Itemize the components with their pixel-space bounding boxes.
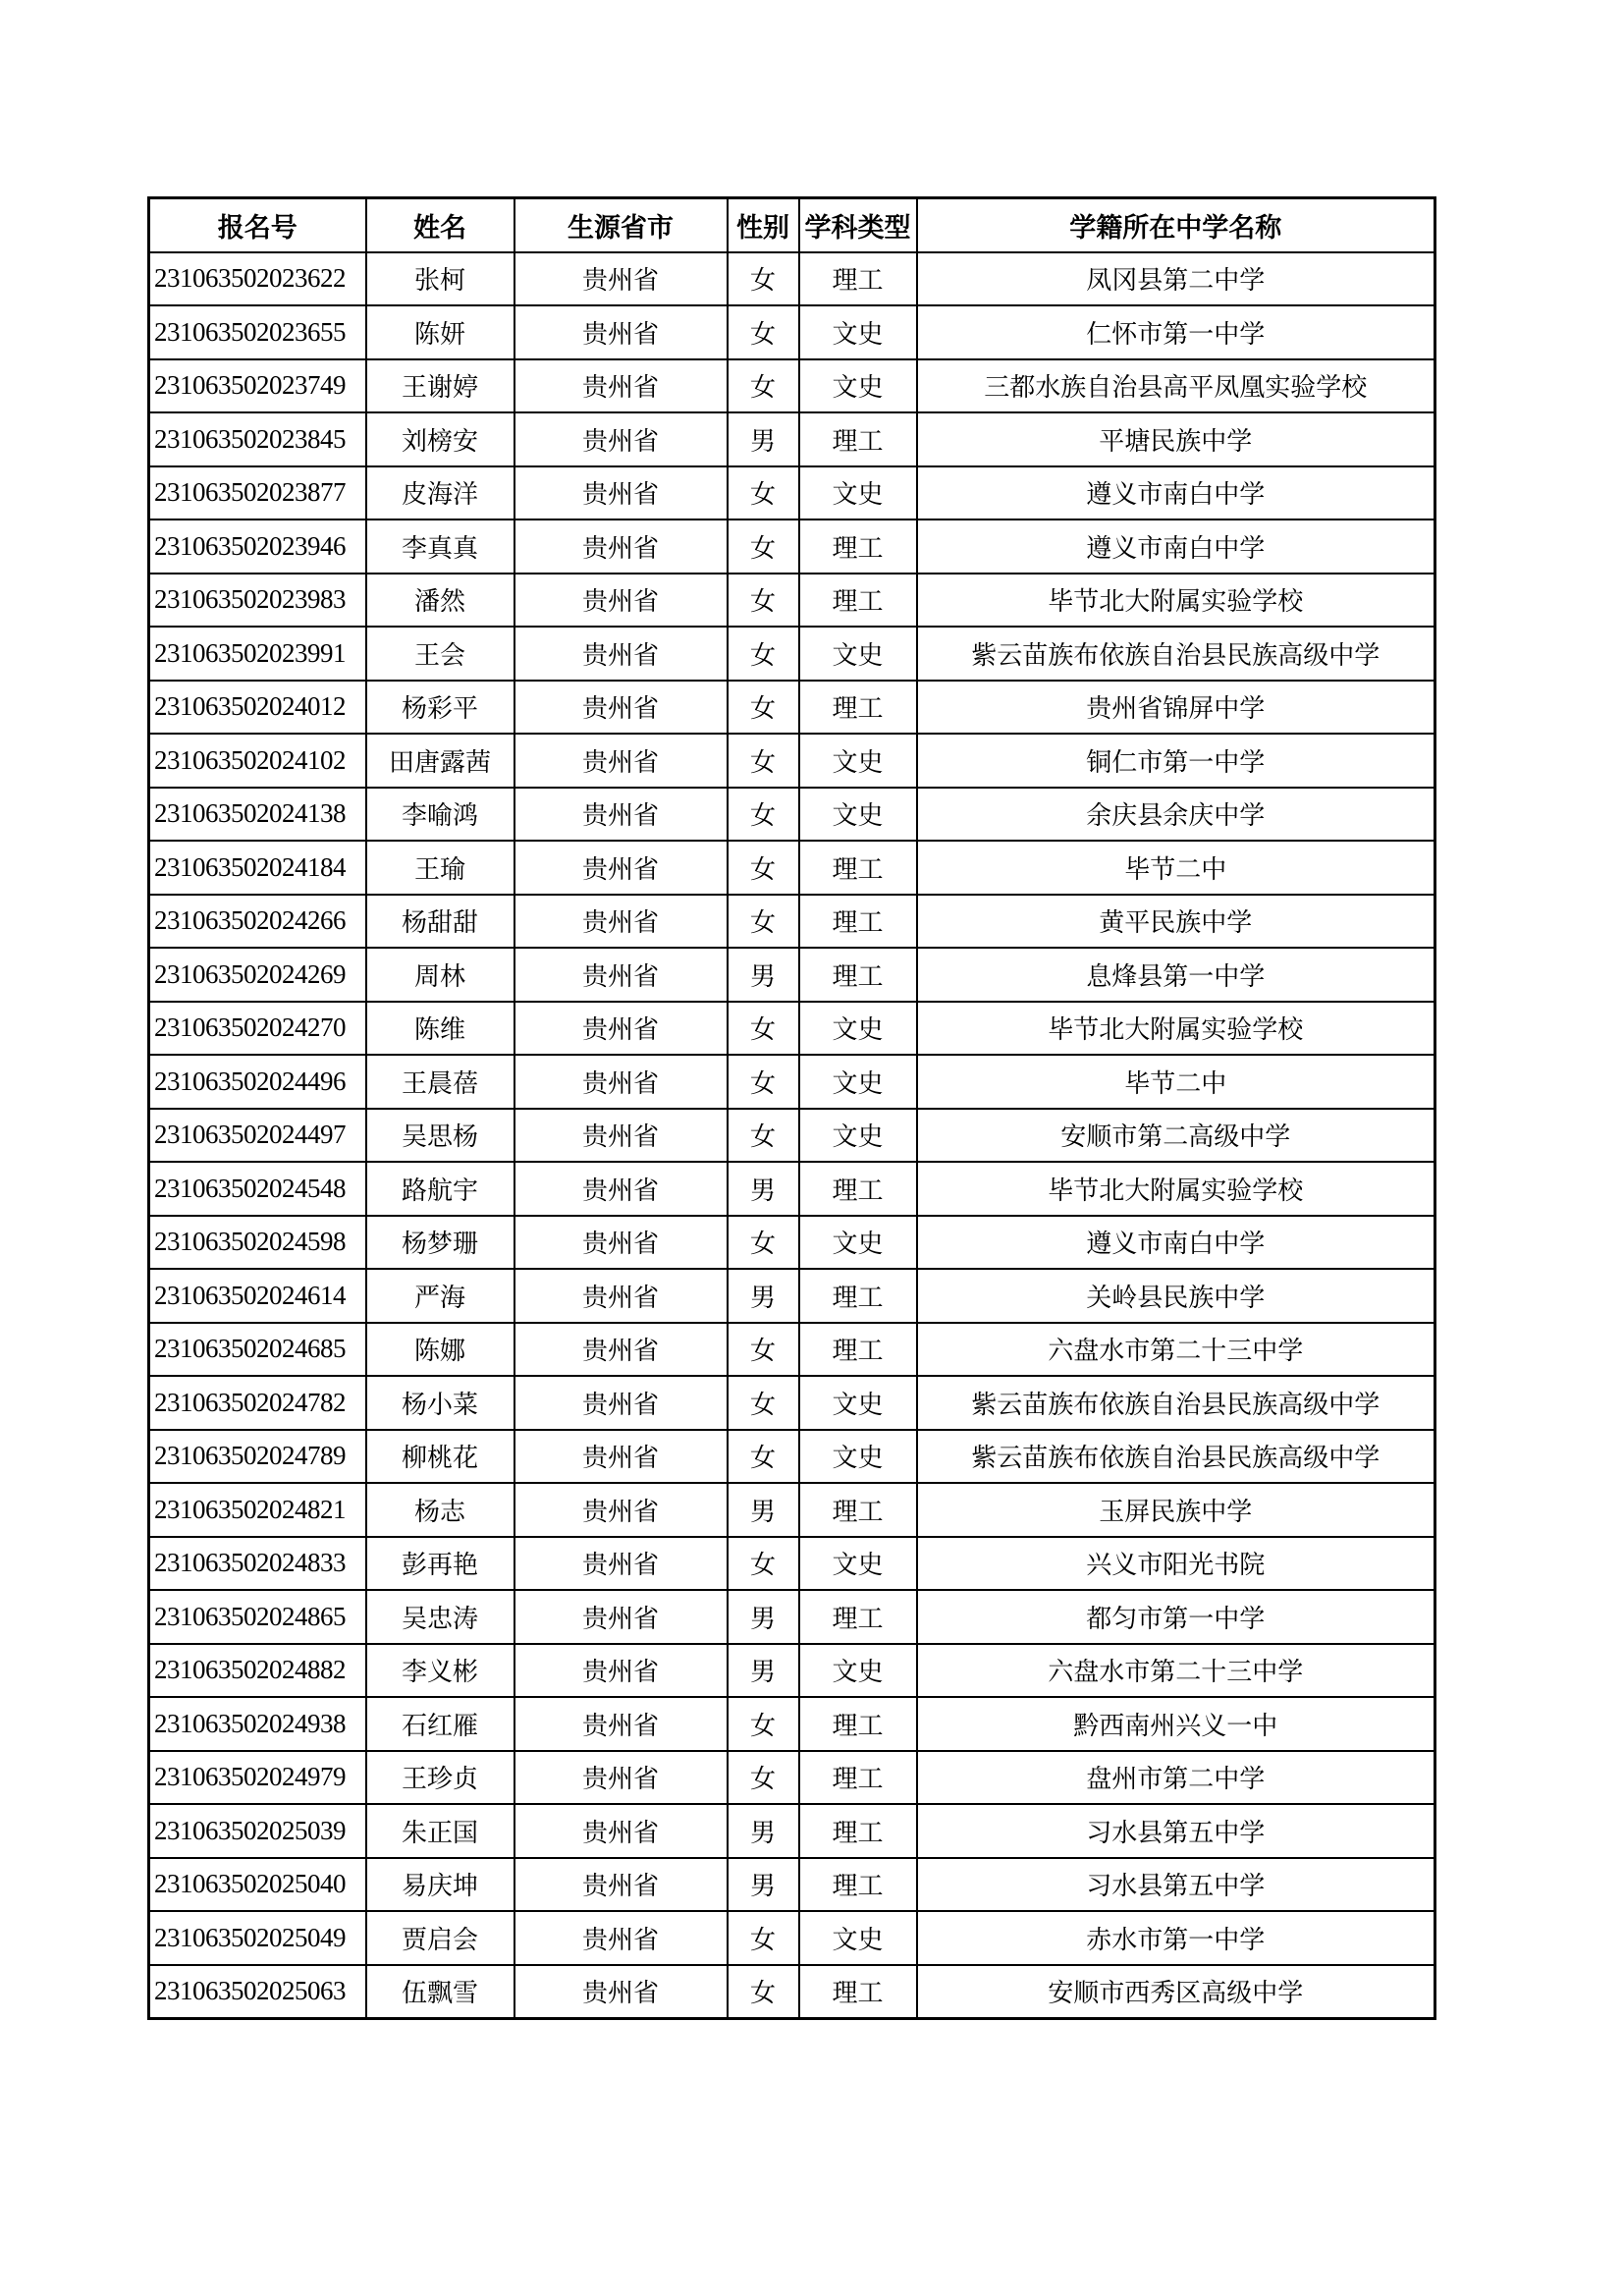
school-name-cell: 毕节北大附属实验学校 [917, 1002, 1435, 1056]
registration-number-cell: 231063502024497 [149, 1109, 366, 1163]
admission-roster-table [147, 196, 1436, 2020]
school-name-cell: 毕节二中 [917, 1055, 1435, 1109]
name-cell: 王瑜 [366, 841, 514, 895]
gender-cell: 女 [728, 1055, 799, 1109]
registration-number-cell: 231063502024266 [149, 895, 366, 949]
table-row [149, 1751, 1435, 1805]
origin-province-cell: 贵州省 [514, 1751, 728, 1805]
table-row [149, 1483, 1435, 1537]
origin-province-cell: 贵州省 [514, 1590, 728, 1644]
subject-type-cell: 理工 [799, 574, 917, 628]
registration-number-cell: 231063502023845 [149, 412, 366, 466]
registration-number-cell: 231063502025049 [149, 1911, 366, 1965]
origin-province-cell: 贵州省 [514, 1269, 728, 1323]
subject-type-cell: 理工 [799, 412, 917, 466]
subject-type-cell: 理工 [799, 1965, 917, 2019]
gender-cell: 男 [728, 1590, 799, 1644]
school-name-cell: 凤冈县第二中学 [917, 252, 1435, 306]
school-name-cell: 余庆县余庆中学 [917, 788, 1435, 842]
subject-type-cell: 文史 [799, 734, 917, 788]
registration-number-cell: 231063502025040 [149, 1858, 366, 1912]
subject-type-cell: 文史 [799, 627, 917, 681]
school-name-cell: 紫云苗族布依族自治县民族高级中学 [917, 627, 1435, 681]
name-cell: 柳桃花 [366, 1430, 514, 1484]
name-cell: 严海 [366, 1269, 514, 1323]
school-name-cell: 三都水族自治县高平凤凰实验学校 [917, 359, 1435, 413]
subject-type-cell: 理工 [799, 1162, 917, 1216]
origin-province-cell: 贵州省 [514, 1965, 728, 2019]
name-cell: 王珍贞 [366, 1751, 514, 1805]
name-cell: 易庆坤 [366, 1858, 514, 1912]
gender-cell: 女 [728, 895, 799, 949]
table-row [149, 252, 1435, 306]
table-row [149, 788, 1435, 842]
school-name-cell: 六盘水市第二十三中学 [917, 1323, 1435, 1377]
school-name-cell: 遵义市南白中学 [917, 1216, 1435, 1270]
origin-province-cell: 贵州省 [514, 788, 728, 842]
subject-type-cell: 文史 [799, 359, 917, 413]
gender-cell: 女 [728, 1911, 799, 1965]
origin-province-cell: 贵州省 [514, 681, 728, 735]
name-cell: 王晨蓓 [366, 1055, 514, 1109]
subject-type-cell: 理工 [799, 895, 917, 949]
registration-number-cell: 231063502024269 [149, 948, 366, 1002]
name-cell: 杨志 [366, 1483, 514, 1537]
registration-number-cell: 231063502025063 [149, 1965, 366, 2019]
name-cell: 刘榜安 [366, 412, 514, 466]
gender-cell: 女 [728, 466, 799, 520]
subject-type-cell: 文史 [799, 1002, 917, 1056]
origin-province-cell: 贵州省 [514, 948, 728, 1002]
registration-number-cell: 231063502024938 [149, 1697, 366, 1751]
school-name-cell: 毕节二中 [917, 841, 1435, 895]
subject-type-cell: 文史 [799, 1216, 917, 1270]
school-name-cell: 遵义市南白中学 [917, 519, 1435, 574]
name-cell: 杨彩平 [366, 681, 514, 735]
registration-number-cell: 231063502024012 [149, 681, 366, 735]
gender-cell: 女 [728, 1430, 799, 1484]
name-cell: 皮海洋 [366, 466, 514, 520]
table-row [149, 1858, 1435, 1912]
gender-cell: 女 [728, 734, 799, 788]
school-name-cell: 黄平民族中学 [917, 895, 1435, 949]
origin-province-cell: 贵州省 [514, 1002, 728, 1056]
school-name-cell: 兴义市阳光书院 [917, 1537, 1435, 1591]
table-row [149, 519, 1435, 574]
gender-cell: 男 [728, 948, 799, 1002]
gender-cell: 男 [728, 1269, 799, 1323]
table-row [149, 1055, 1435, 1109]
registration-number-cell: 231063502023983 [149, 574, 366, 628]
header-name: 姓名 [366, 198, 514, 252]
subject-type-cell: 理工 [799, 252, 917, 306]
school-name-cell: 盘州市第二中学 [917, 1751, 1435, 1805]
name-cell: 周林 [366, 948, 514, 1002]
registration-number-cell: 231063502024548 [149, 1162, 366, 1216]
gender-cell: 女 [728, 305, 799, 359]
table-row [149, 1216, 1435, 1270]
table-row [149, 895, 1435, 949]
subject-type-cell: 文史 [799, 305, 917, 359]
name-cell: 潘然 [366, 574, 514, 628]
gender-cell: 女 [728, 841, 799, 895]
table-row [149, 1804, 1435, 1858]
table-row [149, 681, 1435, 735]
school-name-cell: 铜仁市第一中学 [917, 734, 1435, 788]
registration-number-cell: 231063502024979 [149, 1751, 366, 1805]
origin-province-cell: 贵州省 [514, 1055, 728, 1109]
header-gender: 性别 [728, 198, 799, 252]
school-name-cell: 习水县第五中学 [917, 1858, 1435, 1912]
name-cell: 伍飘雪 [366, 1965, 514, 2019]
origin-province-cell: 贵州省 [514, 1644, 728, 1698]
subject-type-cell: 理工 [799, 1697, 917, 1751]
school-name-cell: 赤水市第一中学 [917, 1911, 1435, 1965]
school-name-cell: 安顺市西秀区高级中学 [917, 1965, 1435, 2019]
table-row [149, 1697, 1435, 1751]
subject-type-cell: 理工 [799, 1269, 917, 1323]
origin-province-cell: 贵州省 [514, 1162, 728, 1216]
table-row [149, 1162, 1435, 1216]
school-name-cell: 贵州省锦屏中学 [917, 681, 1435, 735]
school-name-cell: 紫云苗族布依族自治县民族高级中学 [917, 1430, 1435, 1484]
name-cell: 吴忠涛 [366, 1590, 514, 1644]
gender-cell: 男 [728, 1858, 799, 1912]
subject-type-cell: 理工 [799, 1590, 917, 1644]
registration-number-cell: 231063502024102 [149, 734, 366, 788]
subject-type-cell: 理工 [799, 1483, 917, 1537]
origin-province-cell: 贵州省 [514, 574, 728, 628]
registration-number-cell: 231063502023749 [149, 359, 366, 413]
subject-type-cell: 理工 [799, 841, 917, 895]
subject-type-cell: 文史 [799, 1537, 917, 1591]
registration-number-cell: 231063502023946 [149, 519, 366, 574]
registration-number-cell: 231063502024782 [149, 1376, 366, 1430]
registration-number-cell: 231063502024138 [149, 788, 366, 842]
name-cell: 田唐露茜 [366, 734, 514, 788]
origin-province-cell: 贵州省 [514, 1323, 728, 1377]
registration-number-cell: 231063502024833 [149, 1537, 366, 1591]
header-subject-type: 学科类型 [799, 198, 917, 252]
table-header [149, 198, 1435, 252]
table-body [149, 252, 1435, 2019]
gender-cell: 女 [728, 1323, 799, 1377]
table-row [149, 627, 1435, 681]
subject-type-cell: 理工 [799, 1804, 917, 1858]
table-row [149, 359, 1435, 413]
subject-type-cell: 文史 [799, 1430, 917, 1484]
registration-number-cell: 231063502024614 [149, 1269, 366, 1323]
gender-cell: 女 [728, 627, 799, 681]
registration-number-cell: 231063502023655 [149, 305, 366, 359]
header-registration-number: 报名号 [149, 198, 366, 252]
table-row [149, 1430, 1435, 1484]
origin-province-cell: 贵州省 [514, 1804, 728, 1858]
gender-cell: 女 [728, 359, 799, 413]
origin-province-cell: 贵州省 [514, 1858, 728, 1912]
gender-cell: 女 [728, 519, 799, 574]
gender-cell: 女 [728, 1751, 799, 1805]
table-row [149, 1965, 1435, 2019]
origin-province-cell: 贵州省 [514, 1376, 728, 1430]
table-row [149, 1323, 1435, 1377]
table-row [149, 1002, 1435, 1056]
subject-type-cell: 理工 [799, 948, 917, 1002]
gender-cell: 女 [728, 1109, 799, 1163]
origin-province-cell: 贵州省 [514, 1697, 728, 1751]
origin-province-cell: 贵州省 [514, 1216, 728, 1270]
registration-number-cell: 231063502023991 [149, 627, 366, 681]
gender-cell: 男 [728, 412, 799, 466]
origin-province-cell: 贵州省 [514, 359, 728, 413]
origin-province-cell: 贵州省 [514, 1537, 728, 1591]
name-cell: 李喻鸿 [366, 788, 514, 842]
registration-number-cell: 231063502024270 [149, 1002, 366, 1056]
subject-type-cell: 理工 [799, 681, 917, 735]
subject-type-cell: 文史 [799, 1911, 917, 1965]
name-cell: 杨小菜 [366, 1376, 514, 1430]
gender-cell: 女 [728, 252, 799, 306]
origin-province-cell: 贵州省 [514, 1109, 728, 1163]
origin-province-cell: 贵州省 [514, 841, 728, 895]
registration-number-cell: 231063502024685 [149, 1323, 366, 1377]
table-row [149, 1376, 1435, 1430]
table-row [149, 948, 1435, 1002]
name-cell: 朱正国 [366, 1804, 514, 1858]
school-name-cell: 毕节北大附属实验学校 [917, 1162, 1435, 1216]
origin-province-cell: 贵州省 [514, 627, 728, 681]
table-row [149, 1109, 1435, 1163]
header-origin-province: 生源省市 [514, 198, 728, 252]
registration-number-cell: 231063502024598 [149, 1216, 366, 1270]
registration-number-cell: 231063502024789 [149, 1430, 366, 1484]
school-name-cell: 六盘水市第二十三中学 [917, 1644, 1435, 1698]
origin-province-cell: 贵州省 [514, 895, 728, 949]
origin-province-cell: 贵州省 [514, 252, 728, 306]
name-cell: 陈维 [366, 1002, 514, 1056]
origin-province-cell: 贵州省 [514, 734, 728, 788]
gender-cell: 女 [728, 1965, 799, 2019]
name-cell: 王会 [366, 627, 514, 681]
origin-province-cell: 贵州省 [514, 466, 728, 520]
origin-province-cell: 贵州省 [514, 1430, 728, 1484]
registration-number-cell: 231063502024821 [149, 1483, 366, 1537]
table-row [149, 1590, 1435, 1644]
gender-cell: 女 [728, 1002, 799, 1056]
school-name-cell: 息烽县第一中学 [917, 948, 1435, 1002]
name-cell: 吴思杨 [366, 1109, 514, 1163]
origin-province-cell: 贵州省 [514, 305, 728, 359]
gender-cell: 女 [728, 788, 799, 842]
subject-type-cell: 文史 [799, 466, 917, 520]
school-name-cell: 习水县第五中学 [917, 1804, 1435, 1858]
header-school-name: 学籍所在中学名称 [917, 198, 1435, 252]
origin-province-cell: 贵州省 [514, 412, 728, 466]
school-name-cell: 安顺市第二高级中学 [917, 1109, 1435, 1163]
subject-type-cell: 理工 [799, 1858, 917, 1912]
school-name-cell: 玉屏民族中学 [917, 1483, 1435, 1537]
subject-type-cell: 文史 [799, 1109, 917, 1163]
school-name-cell: 毕节北大附属实验学校 [917, 574, 1435, 628]
registration-number-cell: 231063502024184 [149, 841, 366, 895]
name-cell: 陈妍 [366, 305, 514, 359]
school-name-cell: 关岭县民族中学 [917, 1269, 1435, 1323]
name-cell: 王谢婷 [366, 359, 514, 413]
school-name-cell: 平塘民族中学 [917, 412, 1435, 466]
table-row [149, 841, 1435, 895]
name-cell: 杨甜甜 [366, 895, 514, 949]
subject-type-cell: 理工 [799, 519, 917, 574]
gender-cell: 男 [728, 1804, 799, 1858]
table-row [149, 574, 1435, 628]
subject-type-cell: 文史 [799, 1376, 917, 1430]
table-row [149, 1644, 1435, 1698]
name-cell: 李义彬 [366, 1644, 514, 1698]
subject-type-cell: 理工 [799, 1323, 917, 1377]
table-row [149, 305, 1435, 359]
table-row [149, 1911, 1435, 1965]
name-cell: 杨梦珊 [366, 1216, 514, 1270]
gender-cell: 女 [728, 681, 799, 735]
registration-number-cell: 231063502023622 [149, 252, 366, 306]
origin-province-cell: 贵州省 [514, 1911, 728, 1965]
name-cell: 石红雁 [366, 1697, 514, 1751]
school-name-cell: 紫云苗族布依族自治县民族高级中学 [917, 1376, 1435, 1430]
school-name-cell: 遵义市南白中学 [917, 466, 1435, 520]
table-row [149, 412, 1435, 466]
name-cell: 陈娜 [366, 1323, 514, 1377]
name-cell: 彭再艳 [366, 1537, 514, 1591]
name-cell: 李真真 [366, 519, 514, 574]
gender-cell: 男 [728, 1644, 799, 1698]
table-row [149, 1537, 1435, 1591]
gender-cell: 男 [728, 1162, 799, 1216]
subject-type-cell: 文史 [799, 1644, 917, 1698]
registration-number-cell: 231063502025039 [149, 1804, 366, 1858]
school-name-cell: 都匀市第一中学 [917, 1590, 1435, 1644]
origin-province-cell: 贵州省 [514, 1483, 728, 1537]
table-row [149, 1269, 1435, 1323]
header-row [149, 198, 1435, 252]
subject-type-cell: 文史 [799, 1055, 917, 1109]
school-name-cell: 仁怀市第一中学 [917, 305, 1435, 359]
registration-number-cell: 231063502024496 [149, 1055, 366, 1109]
gender-cell: 女 [728, 1537, 799, 1591]
name-cell: 张柯 [366, 252, 514, 306]
name-cell: 贾启会 [366, 1911, 514, 1965]
table-row [149, 466, 1435, 520]
registration-number-cell: 231063502024865 [149, 1590, 366, 1644]
gender-cell: 男 [728, 1483, 799, 1537]
subject-type-cell: 理工 [799, 1751, 917, 1805]
registration-number-cell: 231063502024882 [149, 1644, 366, 1698]
gender-cell: 女 [728, 574, 799, 628]
gender-cell: 女 [728, 1376, 799, 1430]
table-row [149, 734, 1435, 788]
name-cell: 路航宇 [366, 1162, 514, 1216]
origin-province-cell: 贵州省 [514, 519, 728, 574]
school-name-cell: 黔西南州兴义一中 [917, 1697, 1435, 1751]
subject-type-cell: 文史 [799, 788, 917, 842]
gender-cell: 女 [728, 1697, 799, 1751]
gender-cell: 女 [728, 1216, 799, 1270]
registration-number-cell: 231063502023877 [149, 466, 366, 520]
